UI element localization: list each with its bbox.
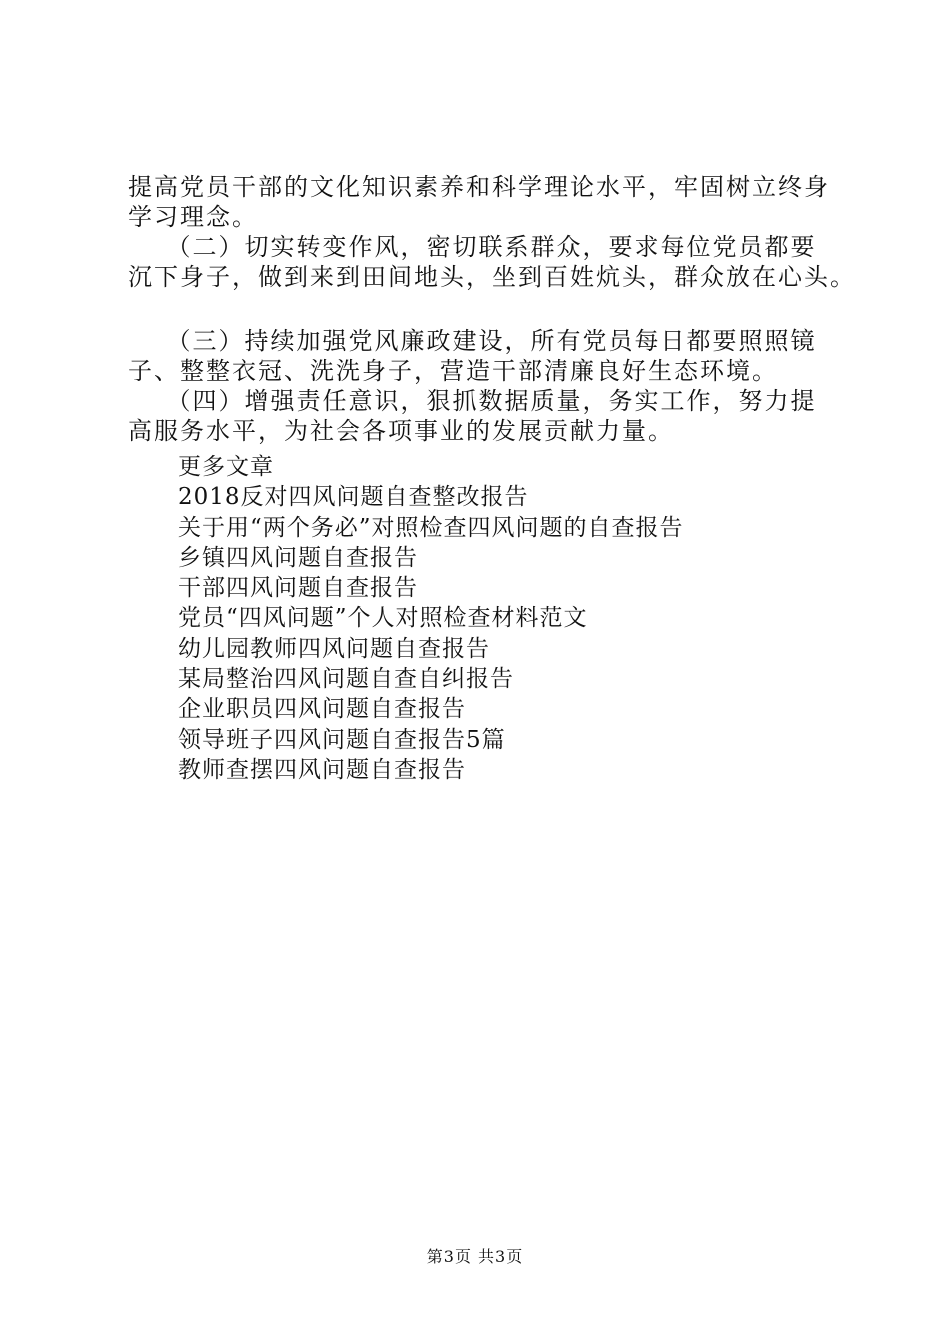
paragraph-3-line-1: （三）持续加强党风廉政建设，所有党员每日都要照照镜 — [128, 327, 817, 355]
paragraph-3-line-2: 子、整整衣冠、洗洗身子，营造干部清廉良好生态环境。 — [128, 357, 778, 385]
more-article-link[interactable]: 企业职员四风问题自查报告 — [178, 696, 466, 723]
document-body — [128, 172, 856, 446]
more-article-link[interactable]: 某局整治四风问题自查自纠报告 — [178, 666, 514, 693]
more-article-link[interactable]: 党员“四风问题”个人对照检查材料范文 — [178, 605, 588, 632]
page-number-footer: 第3页 共3页 — [426, 1247, 524, 1266]
more-article-link[interactable]: 干部四风问题自查报告 — [178, 575, 418, 602]
paragraph-4-line-2: 高服务水平，为社会各项事业的发展贡献力量。 — [128, 417, 674, 445]
more-article-link[interactable]: 关于用“两个务必”对照检查四风问题的自查报告 — [178, 514, 684, 541]
paragraph-1-line-1: 提高党员干部的文化知识素养和科学理论水平，牢固树立终身 — [128, 173, 830, 201]
more-article-link[interactable]: 2018反对四风问题自查整改报告 — [178, 484, 529, 511]
paragraph-1-line-2: 学习理念。 — [128, 203, 258, 231]
paragraph-2-line-1: （二）切实转变作风，密切联系群众，要求每位党员都要 — [128, 233, 817, 261]
more-articles-list — [178, 452, 684, 785]
more-article-link[interactable]: 乡镇四风问题自查报告 — [178, 544, 418, 571]
paragraph-spacer — [128, 292, 848, 326]
more-articles-heading: 更多文章 — [178, 454, 274, 480]
paragraph-4-line-1: （四）增强责任意识，狠抓数据质量，务实工作，努力提 — [128, 387, 817, 415]
more-article-link[interactable]: 领导班子四风问题自查报告5篇 — [178, 726, 506, 753]
paragraph-2-line-2: 沉下身子，做到来到田间地头，坐到百姓炕头，群众放在心头。 — [128, 263, 856, 291]
more-article-link[interactable]: 教师查摆四风问题自查报告 — [178, 756, 466, 783]
more-article-link[interactable]: 幼儿园教师四风问题自查报告 — [178, 635, 490, 662]
